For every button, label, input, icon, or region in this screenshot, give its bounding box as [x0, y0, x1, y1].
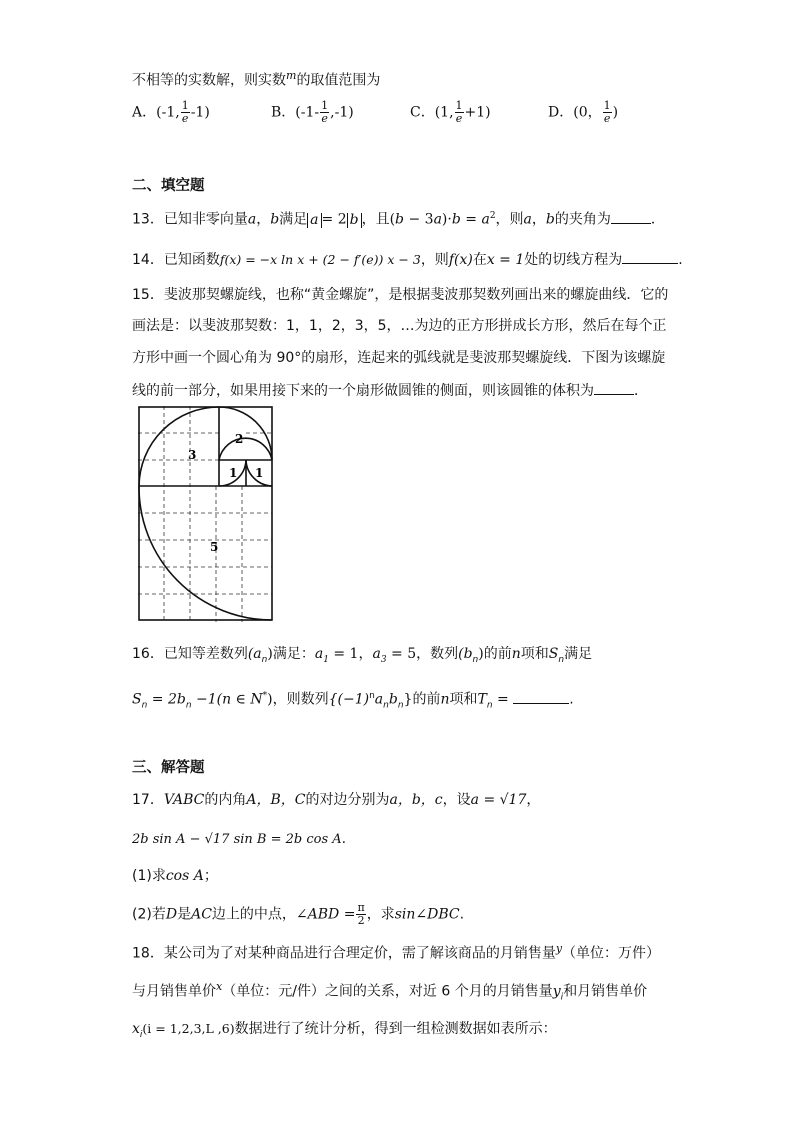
q16-star: *: [262, 691, 268, 701]
q13-minus: − 3: [404, 211, 434, 228]
q15-line-2: 画法是：以斐波那契数：1，1，2，3，5，…为边的正方形拼成长方形，然后在每个正: [132, 318, 667, 334]
q12-text: 不相等的实数解，则实数: [132, 72, 286, 89]
a3-sub: 3: [380, 654, 387, 665]
a1: a: [314, 646, 324, 662]
vector-b-3: b: [451, 211, 461, 228]
q16-cond: 满足：: [272, 646, 315, 662]
option-label: A．: [132, 104, 157, 121]
q17-num: 17．: [132, 792, 164, 808]
q16-text: 16．已知等差数列: [132, 646, 248, 662]
q18-text1b: （单位：万件）: [562, 945, 661, 962]
q15-end: ．: [634, 383, 648, 399]
q13-end: ．: [650, 211, 665, 228]
q18-text3: 数据进行了统计分析，得到一组检测数据如表所示：: [234, 1021, 557, 1037]
q13-sep: ，: [256, 211, 271, 228]
q16-seq: {(−1): [328, 691, 370, 708]
q14-tail: 处的切线方程为: [524, 252, 623, 268]
q17-text1: 的内角: [204, 792, 247, 808]
a3-val: = 5: [386, 646, 417, 662]
q16-b-sub: n: [185, 700, 192, 711]
q16-seq-b: b: [388, 691, 398, 708]
q17-p2-D: D: [165, 906, 178, 923]
q18-text2a: 与月销售单价: [132, 983, 216, 1000]
q17-tri: VABC: [163, 792, 205, 808]
option-label: B．: [271, 104, 296, 121]
q16-Tn-sub: n: [486, 700, 493, 711]
answer-blank: [594, 380, 634, 395]
q18-text1a: 18．某公司为了对某种商品进行合理定价，需了解该商品的月销售量: [132, 945, 556, 962]
q16-S: S: [132, 691, 142, 708]
q17-p2-ask: ，求: [366, 906, 395, 923]
option-fraction: [320, 100, 329, 125]
fibonacci-spiral-figure: [138, 406, 274, 622]
q17-part-1: [132, 866, 674, 886]
q13-equals: =: [460, 211, 482, 228]
vector-a-2: a: [433, 211, 442, 228]
answer-blank: [513, 689, 569, 704]
q15-line-4: [132, 380, 674, 401]
q18-xi: x: [132, 1021, 140, 1037]
q12-option-b: [271, 100, 354, 125]
option-right: -1): [190, 104, 210, 121]
seq-b: (b: [458, 646, 473, 662]
frac-num: 1: [455, 99, 463, 112]
q16-eq: =: [492, 691, 514, 708]
q16-sum2: 项和: [449, 691, 478, 708]
q17-sides: a，b，c: [389, 792, 443, 808]
q17-p2-fraction: [356, 902, 365, 927]
abs-b: b: [347, 213, 362, 228]
q16-Tn: T: [477, 691, 487, 708]
a3: a: [372, 646, 381, 662]
frac-num: 1: [321, 99, 329, 112]
q13-square: 2: [489, 211, 496, 221]
frac-den: e: [321, 112, 328, 125]
seq-b-sub: n: [472, 654, 479, 665]
q16-seq-a: a: [374, 691, 384, 708]
q12-var: m: [286, 69, 297, 82]
option-left: (-1-: [295, 104, 320, 121]
vector-b-2: b: [395, 211, 405, 228]
q16-eq-close: ): [267, 691, 273, 708]
q18-line-1: [132, 939, 674, 964]
q14-at: 在: [472, 252, 487, 268]
question-13: [132, 206, 674, 230]
square-label-3: 3: [188, 448, 197, 462]
q17-p2-AC: AC: [191, 906, 212, 923]
answer-blank: [622, 249, 678, 264]
square-label-1b: 1: [255, 466, 264, 480]
q16-front: 的前: [483, 646, 512, 662]
q17-a-eq: a = √17: [470, 792, 527, 808]
a1-val: = 1: [328, 646, 359, 662]
q16-eq-rest: = 2b: [147, 691, 186, 708]
q16-line-1: [132, 644, 674, 670]
q14-end: .: [678, 252, 683, 268]
q18-text2b: （单位：元/件）之间的关系，对近 6 个月的月销售量: [222, 983, 553, 1000]
q12-tail-line: [132, 66, 674, 91]
q17-p2-angle: ∠ABD =: [295, 906, 356, 923]
q18-x: x: [216, 980, 223, 993]
option-label: D．: [548, 104, 574, 121]
q17-p1-label: (1)求: [132, 868, 166, 884]
vector-b-4: b: [545, 211, 555, 228]
option-right: ): [612, 104, 619, 121]
q13-cond: 满足: [279, 211, 308, 228]
q18-line-2: [132, 977, 674, 1007]
vector-a-3: a: [481, 211, 490, 228]
q14-fx: f(x): [448, 252, 473, 268]
answer-blank: [611, 209, 651, 224]
q17-end2: .: [341, 831, 347, 847]
q17-p2-label: (2)若: [132, 906, 166, 923]
q13-tail: ，则: [495, 211, 524, 228]
q16-seq-a-sub: n: [383, 700, 389, 711]
frac-num: 1: [181, 99, 189, 112]
seq-b-close: ): [478, 646, 484, 662]
question-14: [132, 249, 683, 270]
q18-xi-sub: i: [139, 1029, 143, 1040]
q16-end: .: [569, 691, 574, 708]
q15-line-1: 15．斐波那契螺旋线，也称“黄金螺旋”，是根据斐波那契数列画出来的螺旋曲线．它的: [132, 287, 669, 303]
option-fraction: [455, 100, 464, 125]
q16-S-sub: n: [141, 700, 148, 711]
q16-seq-b-sub: n: [397, 700, 404, 711]
square-label-2: 2: [235, 432, 244, 446]
section-title-fill-in: 二、填空题: [132, 178, 205, 194]
q18-text2c: 和月销售单价: [563, 983, 648, 1000]
abs-a: a: [307, 213, 321, 228]
q16-n: n: [511, 646, 521, 662]
option-right: ,-1): [330, 104, 354, 121]
vector-a: a: [247, 211, 257, 228]
q16-then: ，则数列: [272, 691, 329, 708]
q17-line-1: [132, 790, 674, 810]
q13-text: 13．已知非零向量: [132, 211, 248, 228]
q14-x1: x = 1: [486, 252, 525, 268]
q17-part-2: [132, 902, 674, 927]
q18-line-3: [132, 1019, 674, 1045]
option-left: (1,: [434, 104, 454, 121]
q16-seq-sup: n: [369, 691, 375, 701]
q17-text3: ，设: [442, 792, 471, 808]
q14-mid: ，则: [420, 252, 449, 268]
option-fraction: [603, 100, 612, 125]
option-left: (-1,: [156, 104, 180, 121]
q17-equation: 2b sin A − √17 sin B = 2b cos A: [132, 832, 342, 847]
q14-func: f(x) = −x ln x + (2 − f′(e)) x − 3: [219, 252, 421, 267]
q15-text: 线的前一部分，如果用接下来的一个扇形做圆锥的侧面，则该圆锥的体积为: [132, 383, 594, 399]
q13-eq-mid: = 2: [321, 211, 347, 228]
q17-p2-mid: 是: [177, 906, 192, 923]
q13-tail2: 的夹角为: [554, 211, 611, 228]
q13-and: ，且: [361, 211, 390, 228]
square-label-5: 5: [210, 540, 219, 554]
frac-den: e: [455, 112, 463, 125]
option-label: C．: [410, 104, 435, 121]
q16-line-2: [132, 686, 674, 715]
q16-eq-rest2: −1(n ∈ N: [191, 691, 263, 708]
q17-end1: ，: [526, 792, 541, 808]
q13-paren-close: )·: [441, 211, 452, 228]
frac-den: e: [603, 112, 611, 125]
q17-p2-mid2: 边上的中点，: [211, 906, 296, 923]
seq-a-close: ): [267, 646, 273, 662]
q16-comma: ，: [358, 646, 373, 662]
q18-yi: y: [552, 983, 561, 1000]
option-left: (0，: [573, 104, 602, 121]
q16-n2: n: [440, 691, 450, 708]
q16-sum: 项和: [520, 646, 549, 662]
a1-sub: 1: [323, 654, 329, 665]
frac-num: 1: [603, 99, 611, 112]
vector-b: b: [270, 211, 280, 228]
q18-yi-sub: i: [560, 992, 564, 1003]
q17-line-2: [132, 829, 674, 850]
q17-p1-expr: cos A: [165, 868, 204, 884]
option-right: +1): [464, 104, 491, 121]
q16-seq-b-text: ，数列: [416, 646, 459, 662]
q16-Sn-sub: n: [558, 654, 565, 665]
q13-paren-open: (: [389, 211, 396, 228]
q16-front2: 的前: [412, 691, 441, 708]
q15-line-3: 方形中画一个圆心角为 90°的扇形，连起来的弧线就是斐波那契螺旋线．下图为该螺旋: [132, 350, 666, 366]
q12-option-c: [410, 100, 491, 125]
q12-option-d: [548, 100, 618, 125]
q16-Sn: S: [548, 646, 559, 662]
frac-den: 2: [357, 914, 365, 927]
frac-den: e: [181, 112, 189, 125]
q14-text: 14．已知函数: [132, 252, 220, 268]
option-fraction: [181, 100, 190, 125]
q12-text2: 的取值范围为: [296, 72, 381, 89]
q17-p1-end: ；: [203, 868, 218, 884]
vector-a-4: a: [523, 211, 532, 228]
q16-cond2: 满足: [564, 646, 593, 662]
section-title-solutions: 三、解答题: [132, 760, 205, 776]
q17-text2: 的对边分别为: [305, 792, 390, 808]
q17-p2-expr: sin∠DBC: [394, 906, 460, 923]
seq-a: (a: [247, 646, 262, 662]
q12-option-a: [132, 100, 210, 125]
spiral-curve: [139, 407, 272, 620]
q17-p2-end: .: [459, 906, 465, 923]
q17-angles: A，B，C: [246, 792, 306, 808]
q18-y: y: [555, 942, 563, 955]
q13-sep-2: ，: [531, 211, 546, 228]
q16-seq-close: }: [403, 691, 413, 708]
frac-num: π: [357, 901, 365, 914]
seq-a-sub: n: [261, 654, 268, 665]
square-label-1a: 1: [229, 466, 238, 480]
q18-range: (i = 1,2,3,L ,6): [142, 1021, 235, 1036]
